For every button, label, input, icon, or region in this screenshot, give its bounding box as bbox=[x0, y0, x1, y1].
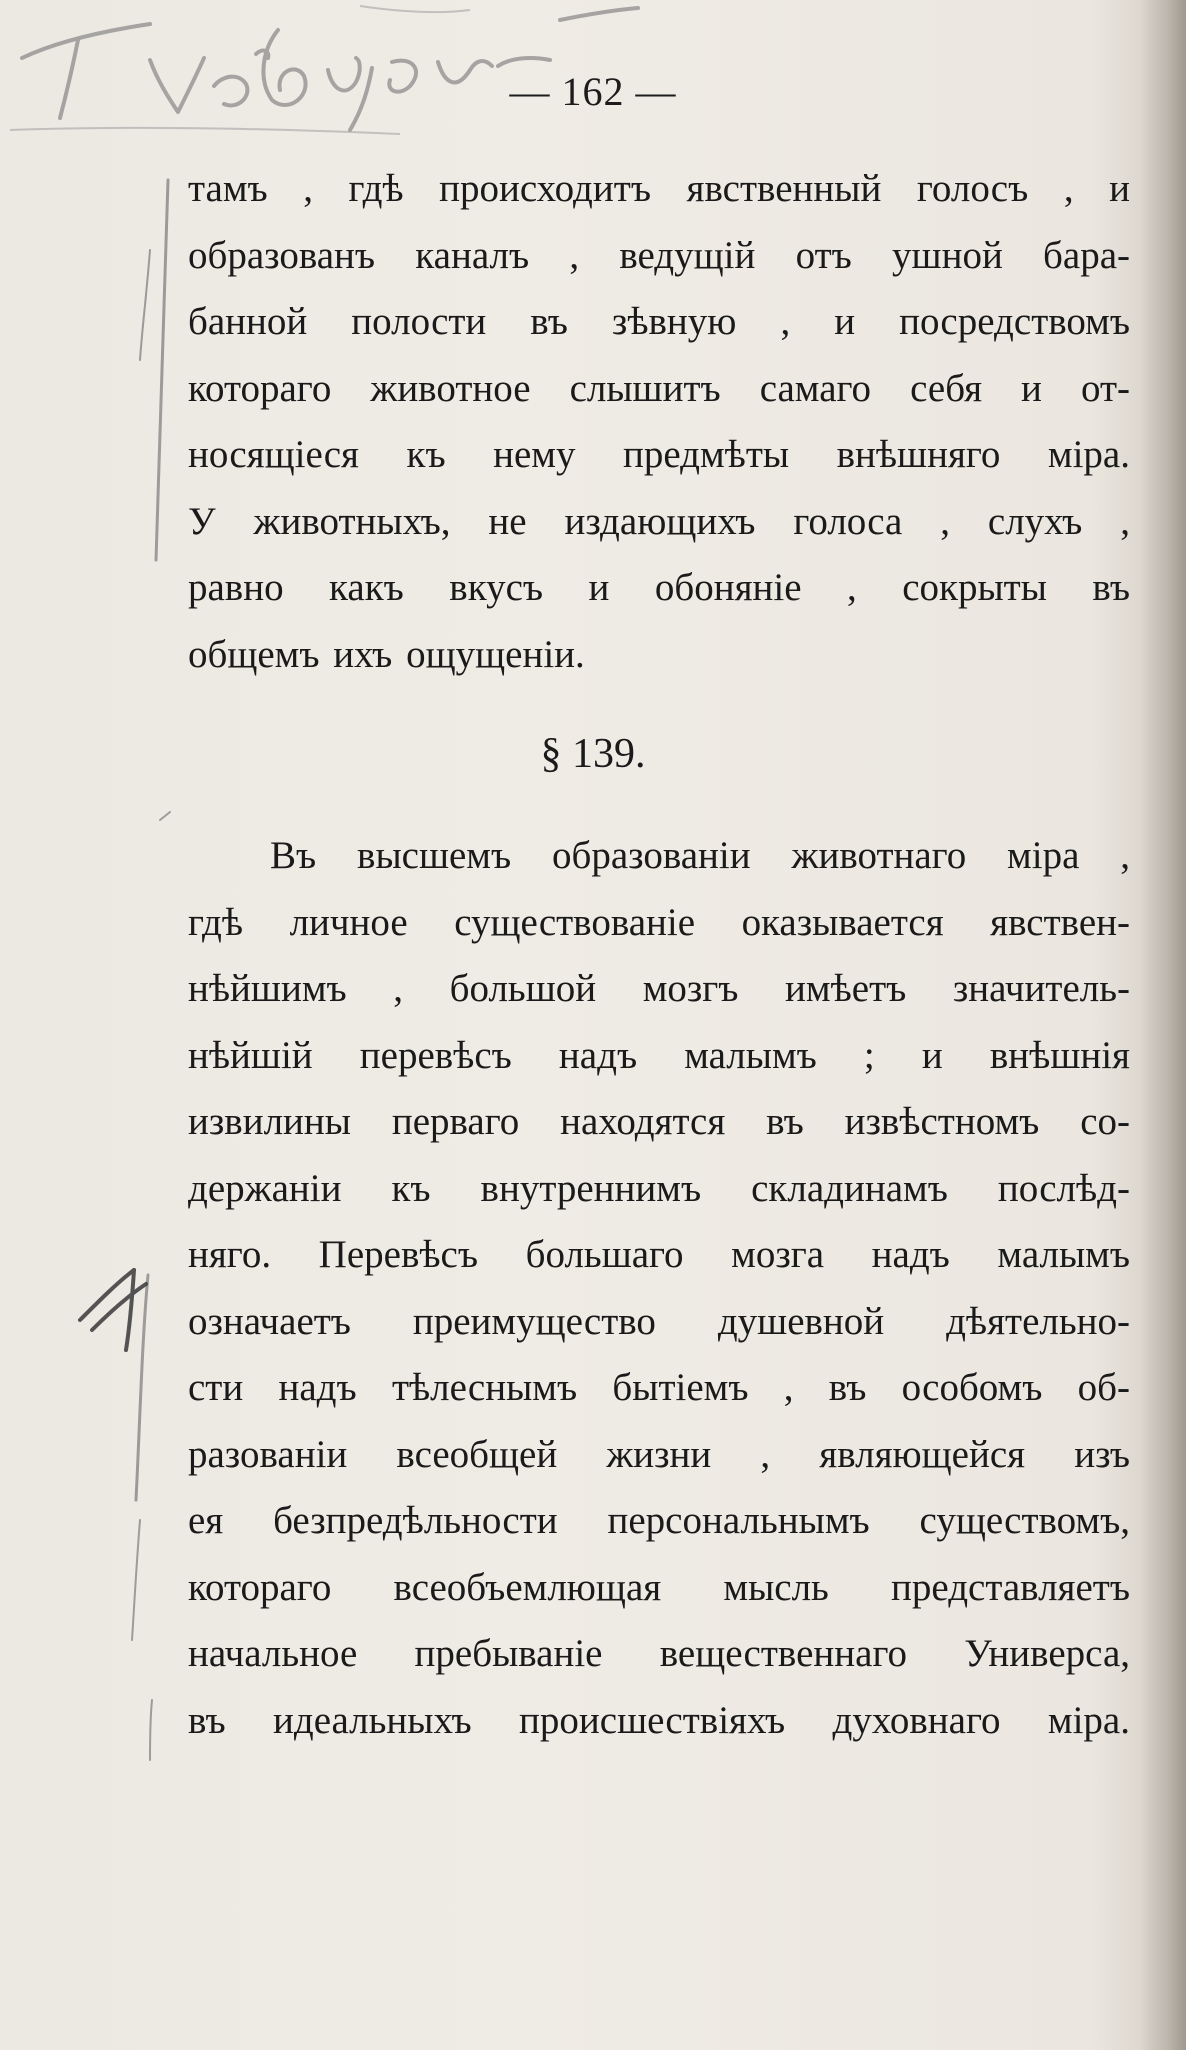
text-line: носящіеся къ нему предмѣты внѣшняго міра. bbox=[188, 433, 1130, 476]
text-line: У животныхъ, не издающихъ голоса , слухъ , bbox=[188, 499, 1130, 543]
text-line: банной полости въ зѣвную , и посредствомъ bbox=[188, 300, 1130, 343]
text-line: разованіи всеобщей жизни , являющейся изъ bbox=[188, 1432, 1130, 1476]
page-number: — 162 — bbox=[509, 69, 677, 114]
paragraph-section-139 bbox=[188, 823, 1130, 1754]
text-line: котораго всеобъемлющая мысль представляетъ bbox=[188, 1565, 1130, 1609]
text-line: равно какъ вкусъ и обоняніе , сокрыты въ bbox=[188, 566, 1130, 609]
margin-pencil-marks bbox=[0, 0, 200, 2050]
paragraph-continued bbox=[188, 156, 1130, 688]
text-line: нѣйшій перевѣсъ надъ малымъ ; и внѣшнія bbox=[188, 1033, 1130, 1077]
section-heading: § 139. bbox=[540, 731, 646, 777]
text-line: держаніи къ внутреннимъ складинамъ послѣд- bbox=[188, 1166, 1130, 1210]
text-line: котораго животное слышитъ самаго себя и от- bbox=[188, 366, 1130, 410]
text-line: образованъ каналъ , ведущій отъ ушной бара- bbox=[188, 233, 1130, 277]
page-edge-shadow bbox=[1140, 0, 1186, 2050]
text-line: означаетъ преимущество душевной дѣятельно- bbox=[188, 1299, 1130, 1343]
text-line: въ идеальныхъ происшествіяхъ духовнаго міра. bbox=[188, 1698, 1130, 1742]
text-line: нѣйшимъ , большой мозгъ имѣетъ значитель- bbox=[188, 967, 1130, 1010]
text-line: няго. Перевѣсъ большаго мозга надъ малымъ bbox=[188, 1233, 1130, 1276]
text-line: сти надъ тѣлеснымъ бытіемъ , въ особомъ об- bbox=[188, 1366, 1130, 1409]
text-line: извилины перваго находятся въ извѣстномъ со- bbox=[188, 1100, 1130, 1143]
text-line: тамъ , гдѣ происходитъ явственный голосъ , и bbox=[188, 167, 1130, 210]
text-line: ея безпредѣльности персональнымъ существомъ, bbox=[188, 1499, 1130, 1542]
text-line: Въ высшемъ образованіи животнаго міра , bbox=[270, 834, 1130, 877]
text-line: гдѣ личное существованіе оказывается явствен- bbox=[188, 900, 1130, 944]
text-line: общемъ ихъ ощущеніи. bbox=[188, 632, 585, 676]
text-line: начальное пребываніе вещественнаго Универса, bbox=[188, 1632, 1130, 1675]
